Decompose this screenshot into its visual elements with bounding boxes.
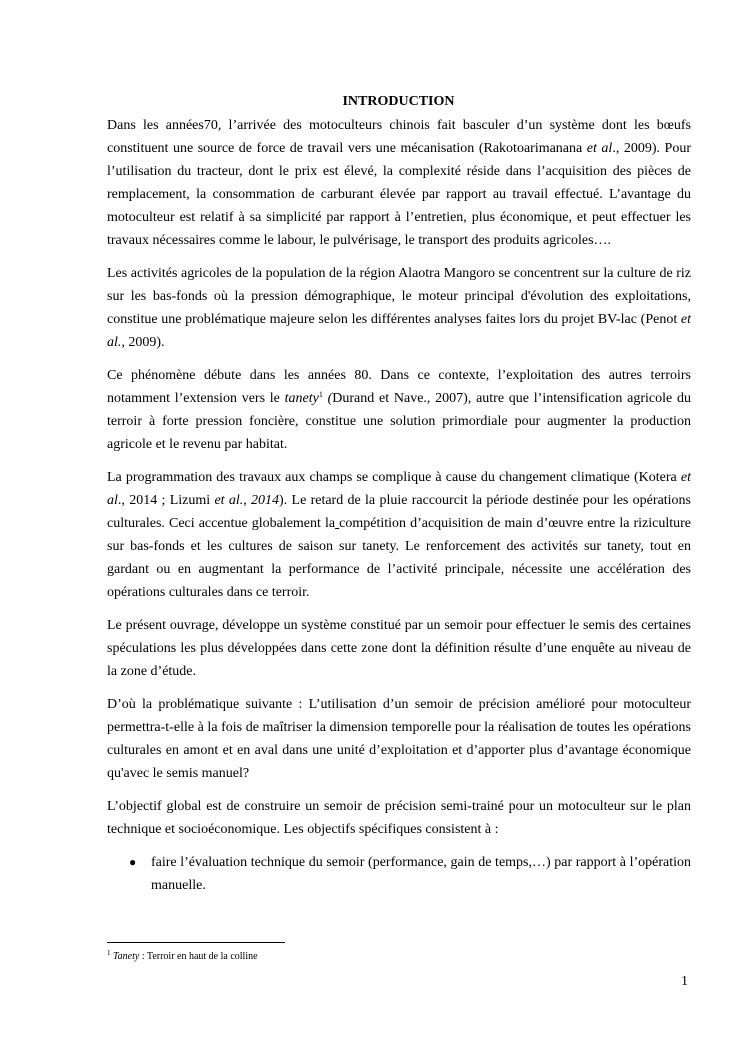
p3-italic-tanety: tanety	[284, 391, 319, 406]
p4-italic-2: et al., 2014	[214, 493, 280, 508]
p4-text-g: compétition d’acquisition de main d’œuvre entre la riziculture sur bas-fonds et les cultures de saison sur tanety. Le renforcement des activités sur tanety, tout en gardant ou en augmentant la performance de l’activité principale, nécessite une accélération des opérations culturales dans ce terroir.	[107, 516, 692, 600]
page-number: 1	[681, 974, 688, 989]
paragraph-3	[107, 364, 691, 456]
p4-italic-1: et al	[107, 470, 691, 508]
p3-text-a: Ce phénomène débute dans les années 80. Dans ce contexte, l’exploitation des autres terroirs notamment l’extension vers le	[107, 368, 691, 406]
p4-text-a: La programmation des travaux aux champs se complique à cause du changement climatique (Kotera	[107, 470, 681, 485]
p3-paren: (	[322, 391, 333, 406]
bullet-icon: ●	[129, 855, 137, 869]
footnote	[107, 950, 258, 964]
p2-text-a: Les activités agricoles de la population de la région Alaotra Mangoro se concentrent sur la culture de riz sur les bas-fonds où la pression démographique, le moteur principal d'évolution des exploitations, constitue une problématique majeure selon les différentes analyses faites lors du projet BV-lac (Penot	[107, 266, 691, 327]
paragraph-4	[107, 466, 691, 604]
p1-text-c: ., 2009). Pour l’utilisation du tracteur, dont le prix est élevé, la complexité réside dans l’acquisition des pièces de remplacement, la consommation de carburant élevée par rapport au travail effectué. L’avantage du motoculteur est relatif à sa simplicité par rapport à l’entretien, plus économique, et peut effectuer les travaux nécessaires comme le labour, le pulvérisage, le transport des produits agricoles….	[107, 141, 691, 248]
p2-text-c: 2009).	[124, 335, 165, 350]
paragraph-6: D’où la problématique suivante : L’utilisation d’un semoir de précision amélioré pour motoculteur permettra-t-elle à la fois de maîtriser la dimension temporelle pour la réalisation de toutes les opérations culturales en amont et en aval dans une unité d’exploitation et d’apporter plus d’avantage économique qu'avec le semis manuel?	[107, 697, 691, 781]
paragraph-1	[107, 114, 691, 252]
footnote-ref[interactable]: 1	[318, 390, 323, 399]
footnote-term: Tanety	[113, 951, 140, 962]
paragraph-7: L’objectif global est de construire un semoir de précision semi-trainé pour un motoculteur sur le plan technique et socioéconomique. Les objectifs spécifiques consistent à :	[107, 799, 691, 837]
paragraph-2	[107, 262, 691, 354]
list-item	[107, 851, 691, 897]
list-item-text: faire l’évaluation technique du semoir (performance, gain de temps,…) par rapport à l’opération manuelle.	[151, 855, 691, 893]
p1-text-a: Dans les années70, l’arrivée des motoculteurs chinois fait basculer d’un système dont les bœufs constituent une source de force de travail vers une mécanisation (Rakotoarimanana	[107, 118, 691, 156]
p4-text-e: ). Le retard de la pluie raccourcit la période destinée pour les opérations culturales. Ceci accentue globalement la	[107, 493, 692, 531]
footnote-number: 1	[107, 949, 111, 957]
p2-italic: et al.,	[107, 312, 691, 350]
p1-italic: et al	[586, 141, 613, 156]
p4-text-c: ., 2014 ; Lizumi	[117, 493, 215, 508]
body-text	[107, 114, 691, 907]
paragraph-5: Le présent ouvrage, développe un système constitué par un semoir pour effectuer le semis des certaines spéculations les plus développées dans cette zone dont la définition résulte d’une enquête au niveau de la zone d’étude.	[107, 618, 691, 679]
p3-text-d: Durand et Nave., 2007), autre que l’intensification agricole du terroir à forte pression foncière, constitue une solution primordiale pour augmenter la production agricole et le revenu par habitat.	[107, 391, 691, 452]
page-title: INTRODUCTION	[342, 94, 455, 109]
footnote-text: : Terroir en haut de la colline	[139, 951, 258, 962]
footnote-divider	[107, 942, 285, 943]
